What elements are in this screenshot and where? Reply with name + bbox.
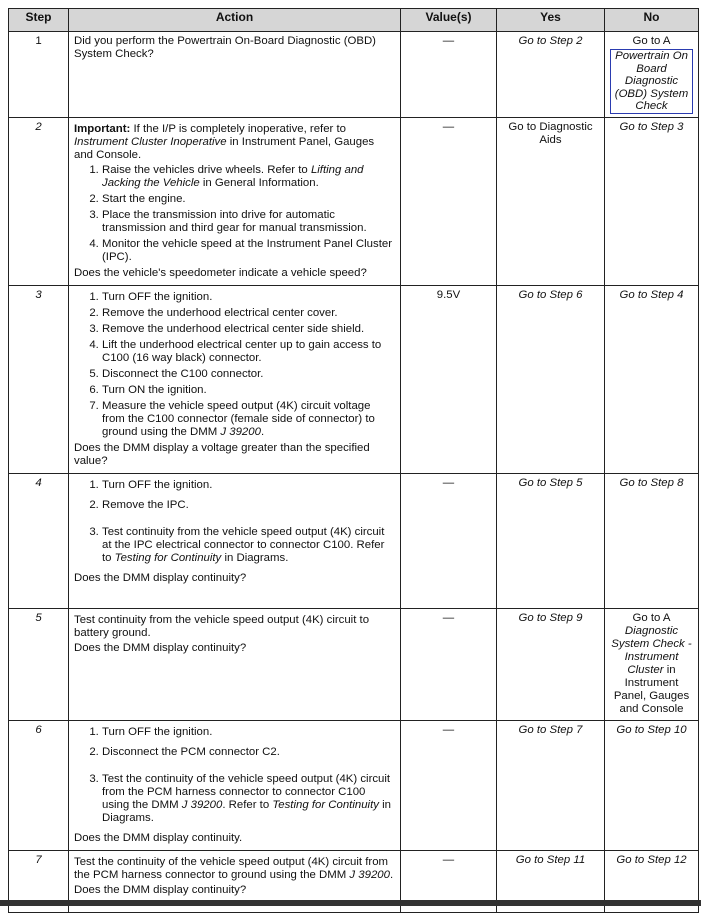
action-cell: Important: If the I/P is completely inoperative, refer to Instrument Cluster Inoperative in Instrument Panel, Gauges and Console. 1. Raise the vehicles drive wheels. Refer to Lifting and Jacking the Vehicle in General Information. 2. Start the engine. 3. Place the transmission into drive for automatic transmission and third gear for manual transmission. 4. Monitor the vehicle speed at the Instrument Panel Cluster (IPC). Does the vehicle's speedometer indicate a vehicle speed? [69,117,401,285]
table-row [9,720,699,850]
yes-link[interactable]: Go to Step 11 [497,850,605,912]
list-item: 7. Measure the vehicle speed output (4K) circuit voltage from the C100 connector (female side of connector) to ground using the DMM J 39200. [102,400,395,439]
no-cell: Go to A Diagnostic System Check - Instrument Cluster in Instrument Panel, Gauges and Console [605,608,699,720]
tool-reference[interactable]: J 39200 [220,425,261,438]
list-item: 1. Turn OFF the ignition. [102,479,395,492]
table-row [9,608,699,720]
value-cell [401,720,497,850]
tool-reference[interactable]: J 39200 [181,798,223,811]
value-cell [401,32,497,118]
value-text: — [442,35,455,47]
yes-link[interactable]: Go to Diagnostic Aids [497,117,605,285]
list-item: 1. Turn OFF the ignition. [102,291,395,304]
step-number: 2 [9,117,69,285]
value-text: — [442,476,455,489]
list-item: 3. Test the continuity of the vehicle speed output (4K) circuit from the PCM harness connector to connector C100 using the DMM J 39200. Refer to Testing for Continuity in Diagrams. [102,773,395,825]
step-number: 1 [9,32,69,118]
header-yes: Yes [497,9,605,32]
value-cell [401,473,497,608]
table-row [9,32,699,118]
list-item: 4. Monitor the vehicle speed at the Instrument Panel Cluster (IPC). [102,238,395,264]
list-item: 2. Remove the underhood electrical center cover. [102,307,395,320]
list-item: 2. Disconnect the PCM connector C2. [102,746,395,759]
step-number: 7 [9,850,69,912]
yes-link[interactable]: Go to Step 6 [497,285,605,473]
list-item: 1. Raise the vehicles drive wheels. Refer to Lifting and Jacking the Vehicle in General Information. [102,164,395,190]
step-number: 3 [9,285,69,473]
no-prefix: Go to A [632,35,671,47]
reference-link[interactable]: Lifting and Jacking the Vehicle [102,163,364,189]
question: Does the DMM display continuity? [74,571,247,584]
action-cell: Test continuity from the vehicle speed output (4K) circuit to battery ground. Does the DMM display continuity? [69,608,401,720]
list-item: 3. Test continuity from the vehicle speed output (4K) circuit at the IPC electrical connector to connector C100. Refer to Testing for Continuity in Diagrams. [102,526,395,565]
step-number: 4 [9,473,69,608]
list-item: 3. Remove the underhood electrical center side shield. [102,323,395,336]
action-cell: Did you perform the Powertrain On-Board Diagnostic (OBD) System Check? [69,32,401,118]
page-bottom-rule [0,900,701,906]
question: Does the DMM display continuity? [74,883,247,896]
header-step: Step [9,9,69,32]
action-cell [69,720,401,850]
no-link[interactable]: Go to Step 4 [605,285,699,473]
header-values: Value(s) [401,9,497,32]
value-cell [401,285,497,473]
obd-system-check-link[interactable]: Powertrain On Board Diagnostic (OBD) System Check [610,49,693,114]
value-text: — [442,723,455,736]
step-number: 5 [9,608,69,720]
list-item: 3. Place the transmission into drive for automatic transmission and third gear for manual transmission. [102,209,395,235]
list-item: 6. Turn ON the ignition. [102,384,395,397]
step-number: 6 [9,720,69,850]
diagnostic-table [8,8,699,913]
header-row [9,9,699,32]
yes-link[interactable]: Go to Step 7 [497,720,605,850]
table-row [9,285,699,473]
reference-link[interactable]: Instrument Cluster Inoperative [74,135,227,148]
no-link[interactable]: Go to Step 8 [605,473,699,608]
question: Does the DMM display continuity? [74,641,247,654]
value-cell [401,117,497,285]
no-cell [605,32,699,118]
diagnostic-system-check-link[interactable]: Diagnostic System Check - Instrument Cluster [611,624,692,676]
tool-reference[interactable]: J 39200 [349,868,390,881]
question: Does the DMM display a voltage greater than the specified value? [74,441,370,467]
value-text: — [442,611,455,624]
action-cell [69,285,401,473]
yes-link[interactable]: Go to Step 5 [497,473,605,608]
question: Does the DMM display continuity. [74,831,243,844]
list-item: 1. Turn OFF the ignition. [102,726,395,739]
action-cell [69,473,401,608]
list-item: 2. Remove the IPC. [102,499,395,512]
list-item: 4. Lift the underhood electrical center up to gain access to C100 (16 way black) connector. [102,339,395,365]
question: Does the vehicle's speedometer indicate a vehicle speed? [74,266,367,279]
list-item: 2. Start the engine. [102,193,395,206]
list-item: 5. Disconnect the C100 connector. [102,368,395,381]
reference-link[interactable]: Testing for Continuity [114,551,222,564]
action-cell: Test the continuity of the vehicle speed output (4K) circuit from the PCM harness connector to ground using the DMM J 39200. Does the DMM display continuity? [69,850,401,912]
value-cell [401,608,497,720]
yes-link[interactable]: Go to Step 9 [497,608,605,720]
no-link[interactable]: Go to Step 10 [605,720,699,850]
table-row [9,473,699,608]
no-link[interactable]: Go to Step 12 [605,850,699,912]
reference-link[interactable]: Testing for Continuity [272,798,379,811]
yes-link[interactable]: Go to Step 2 [497,32,605,118]
value-text: — [442,853,455,866]
header-action: Action [69,9,401,32]
table-row [9,117,699,285]
important-label: Important: [74,122,131,135]
no-link[interactable]: Go to Step 3 [605,117,699,285]
value-text: — [442,120,455,133]
header-no: No [605,9,699,32]
value-text: 9.5V [436,288,461,301]
